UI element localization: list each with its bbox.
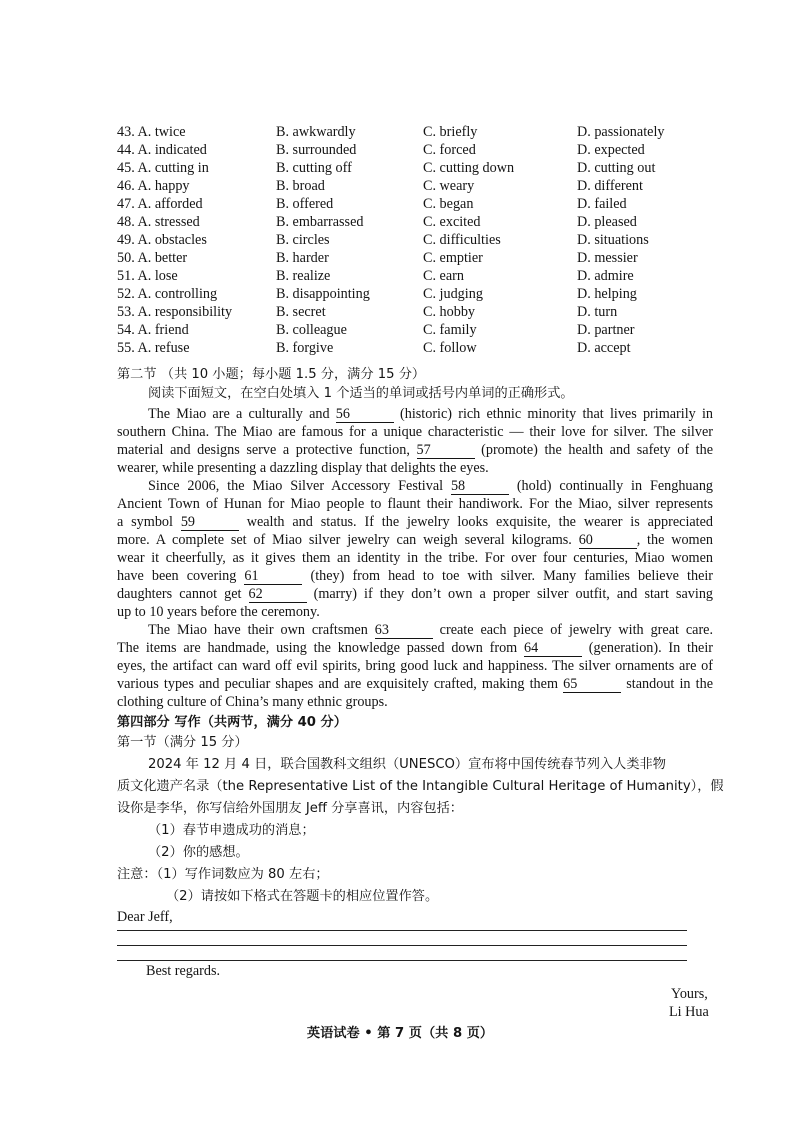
option-a: 48. A. stressed — [117, 214, 200, 230]
option-c: C. briefly — [423, 124, 478, 140]
blank-65: 65 — [563, 677, 621, 693]
option-d: D. situations — [577, 232, 649, 248]
answer-line — [117, 945, 687, 946]
option-a: 53. A. responsibility — [117, 304, 233, 320]
option-c: C. hobby — [423, 304, 476, 320]
option-a: 49. A. obstacles — [117, 232, 207, 248]
passage-line: wear it cheerfully, as it gives them an identity in the tribe. For over four centuries, Miao women — [117, 550, 713, 566]
answer-line — [117, 960, 687, 961]
blank-57: 57 — [417, 443, 475, 459]
option-b: B. colleague — [276, 322, 347, 338]
passage-line: The items are handmade, using the knowledge passed down from 64 (generation). In their — [117, 640, 714, 656]
passage-line: clothing culture of China’s many ethnic groups. — [117, 694, 388, 710]
option-c: C. earn — [423, 268, 464, 284]
option-b: B. forgive — [276, 340, 334, 356]
page-footer: 英语试卷 • 第 7 页（共 8 页） — [306, 1026, 494, 1041]
option-b: B. circles — [276, 232, 330, 248]
closing: Best regards. — [146, 963, 221, 979]
option-d: D. turn — [577, 304, 618, 320]
prompt-line: 设你是李华，你写信给外国朋友 Jeff 分享喜讯，内容包括： — [117, 801, 463, 816]
option-a: 43. A. twice — [117, 124, 186, 140]
passage-line: various types and peculiar shapes and are exquisitely crafted, making them 65 standout in the — [117, 676, 714, 692]
passage-line: up to 10 years before the ceremony. — [117, 604, 320, 620]
option-a: 47. A. afforded — [117, 196, 203, 212]
option-b: B. harder — [276, 250, 329, 266]
option-a: 52. A. controlling — [117, 286, 218, 302]
note-line: 注意：（1）写作词数应为 80 左右； — [117, 867, 329, 882]
blank-59: 59 — [181, 515, 239, 531]
answer-line — [117, 930, 687, 931]
option-d: D. passionately — [577, 124, 665, 140]
option-c: C. cutting down — [423, 160, 515, 176]
option-a: 51. A. lose — [117, 268, 178, 284]
blank-61: 61 — [244, 569, 302, 585]
option-d: D. different — [577, 178, 643, 194]
passage-line: have been covering 61 (they) from head to toe with silver. Many families believe their — [117, 568, 714, 584]
passage-line: The Miao have their own craftsmen 63 create each piece of jewelry with great care. — [148, 622, 714, 638]
passage-line: Ancient Town of Hunan for Miao people to flaunt their handiwork. For the Miao, silver represents — [117, 496, 713, 512]
prompt-item: （1）春节申遗成功的消息； — [148, 823, 315, 838]
option-d: D. admire — [577, 268, 634, 284]
option-a: 46. A. happy — [117, 178, 190, 194]
option-d: D. helping — [577, 286, 637, 302]
blank-64: 64 — [524, 641, 582, 657]
blank-63: 63 — [375, 623, 433, 639]
option-d: D. failed — [577, 196, 627, 212]
option-a: 55. A. refuse — [117, 340, 190, 356]
passage-line: daughters cannot get 62 (marry) if they don’t own a proper silver outfit, and start saving — [117, 586, 714, 602]
prompt-line: 质文化遗产名录（the Representative List of the Intangible Cultural Heritage of Humanity），假 — [117, 779, 724, 794]
option-b: B. broad — [276, 178, 325, 194]
option-a: 44. A. indicated — [117, 142, 207, 158]
prompt-line: 2024 年 12 月 4 日，联合国教科文组织（UNESCO）宣布将中国传统春节列入人类非物 — [148, 757, 666, 772]
option-c: C. weary — [423, 178, 475, 194]
option-a: 54. A. friend — [117, 322, 189, 338]
option-b: B. disappointing — [276, 286, 370, 302]
passage-line: The Miao are a culturally and 56 (historic) rich ethnic minority that lives primarily in — [148, 406, 714, 422]
signature: Li Hua — [669, 1004, 709, 1020]
blank-62: 62 — [249, 587, 307, 603]
yours: Yours, — [671, 986, 708, 1002]
blank-60: 60 — [579, 533, 637, 549]
option-b: B. embarrassed — [276, 214, 364, 230]
option-b: B. surrounded — [276, 142, 357, 158]
part4-subheading: 第一节（满分 15 分） — [117, 735, 248, 750]
option-b: B. offered — [276, 196, 334, 212]
option-c: C. forced — [423, 142, 476, 158]
option-c: C. excited — [423, 214, 481, 230]
blank-58: 58 — [451, 479, 509, 495]
option-d: D. messier — [577, 250, 638, 266]
option-c: C. family — [423, 322, 477, 338]
prompt-item: （2）你的感想。 — [148, 845, 249, 860]
passage-line: eyes, the artifact can ward off evil spirits, bring good luck and happiness. The silver ornaments are of — [117, 658, 713, 674]
passage-line: material and designs serve a protective function, 57 (promote) the health and safety of the — [117, 442, 713, 458]
part4-heading: 第四部分 写作（共两节，满分 40 分） — [117, 715, 347, 730]
option-c: C. judging — [423, 286, 483, 302]
option-d: D. cutting out — [577, 160, 656, 176]
salutation: Dear Jeff, — [117, 909, 173, 925]
section2-instruction: 阅读下面短文，在空白处填入 1 个适当的单词或括号内单词的正确形式。 — [148, 386, 574, 401]
option-b: B. cutting off — [276, 160, 352, 176]
option-c: C. began — [423, 196, 474, 212]
option-b: B. realize — [276, 268, 331, 284]
passage-line: more. A complete set of Miao silver jewelry can weigh several kilograms. 60 , the women — [117, 532, 713, 548]
section2-heading: 第二节 （共 10 小题；每小题 1.5 分，满分 15 分） — [117, 367, 426, 382]
option-a: 45. A. cutting in — [117, 160, 209, 176]
option-d: D. pleased — [577, 214, 637, 230]
passage-line: a symbol 59 wealth and status. If the jewelry looks exquisite, the wearer is appreciated — [117, 514, 714, 530]
option-d: D. accept — [577, 340, 631, 356]
passage-line: wearer, while presenting a dazzling display that delights the eyes. — [117, 460, 489, 476]
note-line: （2）请按如下格式在答题卡的相应位置作答。 — [166, 889, 439, 904]
option-c: C. emptier — [423, 250, 483, 266]
option-b: B. awkwardly — [276, 124, 356, 140]
option-d: D. partner — [577, 322, 635, 338]
option-a: 50. A. better — [117, 250, 188, 266]
passage-line: Since 2006, the Miao Silver Accessory Festival 58 (hold) continually in Fenghuang — [148, 478, 714, 494]
passage-line: southern China. The Miao are famous for a unique characteristic — their love for silver. The silver — [117, 424, 713, 440]
blank-56: 56 — [336, 407, 394, 423]
option-c: C. difficulties — [423, 232, 501, 248]
option-d: D. expected — [577, 142, 645, 158]
option-c: C. follow — [423, 340, 477, 356]
option-b: B. secret — [276, 304, 326, 320]
